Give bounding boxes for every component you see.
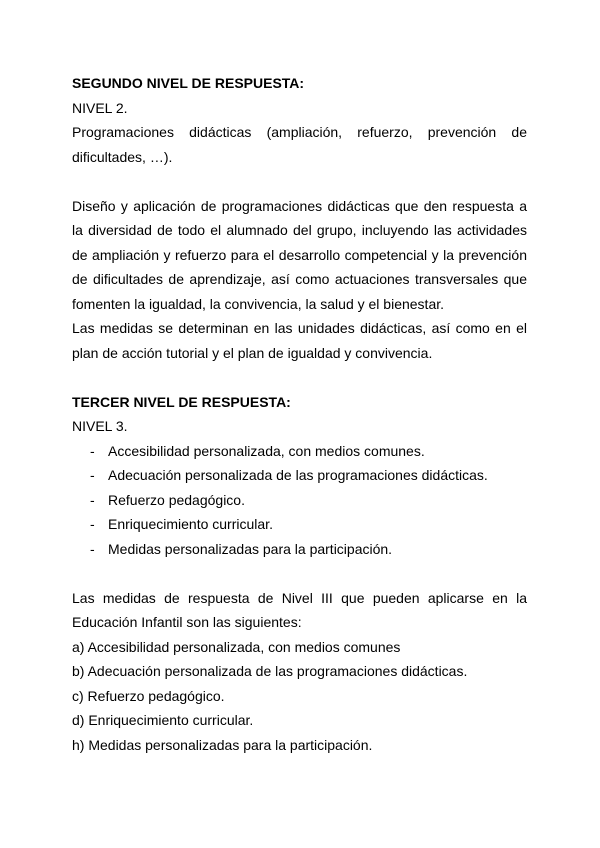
section-two-paragraph-2: Las medidas se determinan en las unidades didácticas, así como en el plan de acción tutorial y el plan de igualdad y convivencia.: [72, 320, 527, 361]
lettered-item: c) Refuerzo pedagógico.: [72, 687, 225, 704]
bullet-dash: -: [90, 516, 95, 532]
bullet-dash: -: [90, 491, 95, 508]
spacer: [72, 169, 527, 194]
section-three-level: NIVEL 3.: [72, 418, 128, 434]
section-three-intro: Las medidas de respuesta de Nivel III que pueden aplicarse en la Educación Infantil son las siguientes:: [72, 589, 527, 630]
bullet-dash: -: [90, 540, 95, 557]
list-item: [72, 537, 527, 562]
spacer: [72, 365, 527, 390]
list-item: [72, 488, 527, 513]
list-item-text: Adecuación personalizada de las programaciones didácticas.: [108, 467, 488, 483]
lettered-item: d) Enriquecimiento curricular.: [72, 712, 254, 728]
list-item: [72, 512, 527, 537]
bullet-dash: -: [90, 467, 95, 483]
section-three-heading: TERCER NIVEL DE RESPUESTA:: [72, 393, 291, 410]
lettered-item: h) Medidas personalizadas para la participación.: [72, 736, 373, 753]
lettered-item: b) Adecuación personalizada de las programaciones didácticas.: [72, 663, 468, 679]
bullet-dash: -: [90, 442, 95, 459]
list-item-text: Enriquecimiento curricular.: [108, 516, 273, 532]
section-two-heading: SEGUNDO NIVEL DE RESPUESTA:: [72, 75, 305, 91]
list-item-text: Accesibilidad personalizada, con medios comunes.: [108, 442, 425, 459]
section-two-level: NIVEL 2.: [72, 99, 128, 116]
section-two-paragraph-1: Diseño y aplicación de programaciones didácticas que den respuesta a la diversidad de todo el alumnado del grupo, incluyendo las actividades de ampliación y refuerzo para el desarrollo competencial y la prevención de dificultades de aprendizaje, así como actuaciones transversales que fomenten la igualdad, la convivencia, la salud y el bienestar.: [72, 197, 527, 312]
list-item-text: Medidas personalizadas para la participación.: [108, 540, 393, 557]
lettered-item: a) Accesibilidad personalizada, con medios comunes: [72, 638, 401, 655]
list-item: [72, 463, 527, 488]
list-item-text: Refuerzo pedagógico.: [108, 491, 245, 508]
list-item: [72, 439, 527, 464]
section-two-subtitle: Programaciones didácticas (ampliación, refuerzo, prevención de dificultades, …).: [72, 124, 527, 165]
measures-bullet-list: [72, 439, 527, 562]
document-page: [72, 71, 527, 757]
spacer: [72, 561, 527, 586]
